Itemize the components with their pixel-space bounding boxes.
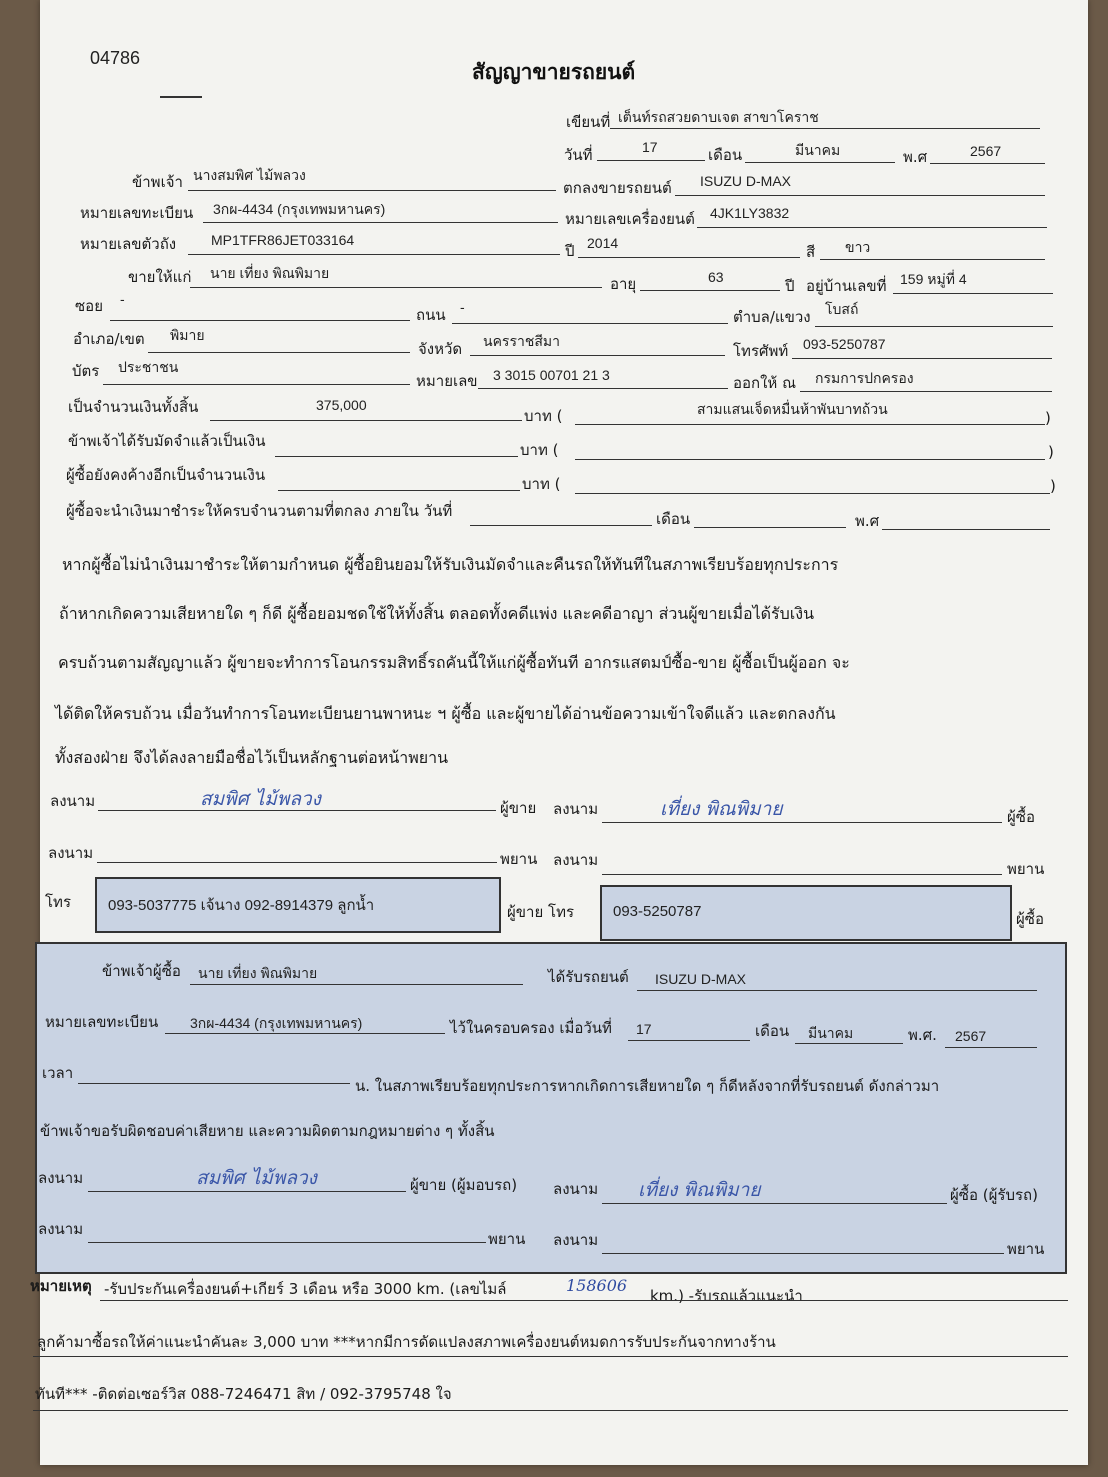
date-month-label: เดือน <box>708 146 743 164</box>
witness2-role: พยาน <box>1007 860 1045 878</box>
remaining-label: ผู้ซื้อยังคงค้างอีกเป็นจำนวนเงิน <box>66 466 266 484</box>
remaining-close-paren: ) <box>1050 477 1056 495</box>
issued-by-line <box>800 391 1052 392</box>
engine-line <box>697 227 1047 228</box>
due-year-label: พ.ศ <box>855 512 880 530</box>
time-text: น. ในสภาพเรียบร้อยทุกประการหากเกิดการเสียหายใด ๆ ก็ดีหลังจากที่รับรถยนต์ ดังกล่าวมา <box>355 1077 940 1095</box>
car-model: ISUZU D-MAX <box>700 173 791 189</box>
subdistrict-line <box>815 326 1053 327</box>
possession-label: ไว้ในครอบครอง เมื่อวันที่ <box>450 1019 612 1037</box>
receipt-seller-signature: สมพิศ ไม้พลวง <box>196 1167 317 1189</box>
receipt-buyer-role: ผู้ซื้อ (ผู้รับรถ) <box>950 1186 1038 1204</box>
liability-text: ข้าพเจ้าขอรับผิดชอบค่าเสียหาย และความผิดตามกฎหมายต่าง ๆ ทั้งสิ้น <box>40 1122 495 1140</box>
total-label: เป็นจำนวนเงินทั้งสิ้น <box>68 398 199 416</box>
total-close-paren: ) <box>1045 409 1051 427</box>
possession-month-line <box>795 1043 903 1044</box>
deposit-label: ข้าพเจ้าได้รับมัดจำแล้วเป็นเงิน <box>68 432 266 450</box>
seller-sign-label: ลงนาม <box>50 792 96 810</box>
notes-line-2: ลูกค้ามาซื้อรถให้ค่าแนะนำคันละ 3,000 บาท ***หากมีการดัดแปลงสภาพเครื่องยนต์หมดการรับประกันจากทางร้าน <box>37 1333 776 1351</box>
buyer-name-line <box>190 287 602 288</box>
notes-mileage: 158606 <box>566 1276 628 1295</box>
receipt-buyer-label: ข้าพเจ้าผู้ซื้อ <box>102 962 181 980</box>
total-amount: 375,000 <box>316 397 367 413</box>
notes-line-2-rule <box>33 1356 1068 1357</box>
seller-signature: สมพิศ ไม้พลวง <box>200 788 321 810</box>
district-line <box>148 352 410 353</box>
card-no-line <box>478 388 728 389</box>
receipt-buyer-sign-line <box>602 1203 947 1204</box>
color-line <box>820 259 1045 260</box>
witness2-sign-line <box>602 874 1002 875</box>
date-year-line <box>930 163 1045 164</box>
reg-label: หมายเลขทะเบียน <box>80 204 194 222</box>
seller-name-line <box>188 190 556 191</box>
written-at-label: เขียนที่ <box>566 113 611 131</box>
terms-line-5: ทั้งสองฝ่าย จึงได้ลงลายมือชื่อไว้เป็นหลักฐานต่อหน้าพยาน <box>55 748 449 767</box>
received-car-line <box>637 990 1037 991</box>
deposit-line <box>275 456 518 457</box>
years-label: ปี <box>785 277 795 295</box>
seller-role: ผู้ขาย <box>500 799 537 817</box>
date-year-label: พ.ศ <box>903 148 928 166</box>
issued-by-label: ออกให้ ณ <box>733 374 796 392</box>
date-day-line <box>597 160 705 161</box>
seller-phones: 093-5037775 เจ้นาง 092-8914379 ลูกน้ำ <box>108 897 375 914</box>
possession-year-line <box>945 1047 1037 1048</box>
buyer-signature: เที่ยง พิณพิมาย <box>660 798 783 820</box>
receipt-buyer-line <box>190 984 523 985</box>
date-label: วันที่ <box>564 146 593 164</box>
notes-line-1b: km.) -รับรถแล้วแนะนำ <box>650 1287 803 1305</box>
reg-line <box>203 222 558 223</box>
reg-value: 3กผ-4434 (กรุงเทพมหานคร) <box>213 201 386 217</box>
written-at-line <box>610 128 1040 129</box>
card-line <box>103 384 410 385</box>
chassis-label: หมายเลขตัวถัง <box>80 235 177 253</box>
address-line <box>893 293 1053 294</box>
car-model-line <box>675 195 1045 196</box>
age-line <box>640 290 780 291</box>
total-baht-label: บาท ( <box>524 407 563 425</box>
document-number: 04786 <box>90 48 141 68</box>
buyer-phone: 093-5250787 <box>613 903 702 920</box>
road-label: ถนน <box>416 306 446 324</box>
soi-value: - <box>120 291 125 307</box>
color-label: สี <box>806 243 816 261</box>
sell-to-label: ขายให้แก่ <box>128 268 192 286</box>
seller-sign-line <box>98 810 496 811</box>
receipt-buyer-sign-label: ลงนาม <box>553 1180 599 1198</box>
deposit-words-line <box>575 459 1045 460</box>
remaining-words-line <box>575 493 1050 494</box>
seller-label: ข้าพเจ้า <box>132 173 183 191</box>
year-value: 2014 <box>587 235 619 251</box>
address-label: อยู่บ้านเลขที่ <box>806 277 887 295</box>
receipt-witness2-line <box>602 1253 1004 1254</box>
chassis-value: MP1TFR86JET033164 <box>211 232 355 248</box>
terms-line-4: ได้ติดให้ครบถ้วน เมื่อวันทำการโอนทะเบียนยานพาหนะ ฯ ผู้ซื้อ และผู้ขายได้อ่านข้อความเข้าใจดีแล้ว และตกลงกัน <box>55 704 836 723</box>
year-label: ปี <box>565 242 575 260</box>
date-month-line <box>745 162 895 163</box>
time-line <box>78 1083 350 1084</box>
age-value: 63 <box>708 269 724 285</box>
total-words: สามแสนเจ็ดหมื่นห้าพันบาทถ้วน <box>697 401 888 417</box>
engine-value: 4JK1LY3832 <box>710 205 790 221</box>
issued-by-value: กรมการปกครอง <box>815 370 914 386</box>
buyer-name: นาย เที่ยง พิณพิมาย <box>210 265 330 281</box>
possession-month-label: เดือน <box>755 1022 790 1040</box>
date-day: 17 <box>642 139 658 155</box>
seller-phone-label: โทร <box>45 893 72 911</box>
card-no-label: หมายเลข <box>416 372 478 390</box>
witness1-sign-label: ลงนาม <box>48 844 94 862</box>
year-line <box>578 257 800 258</box>
card-value: ประชาชน <box>118 359 179 375</box>
phone-line <box>792 358 1052 359</box>
province-label: จังหวัด <box>418 340 463 358</box>
receipt-seller-role: ผู้ขาย (ผู้มอบรถ) <box>410 1176 518 1194</box>
page-title: สัญญาขายรถยนต์ <box>472 60 636 84</box>
subdistrict-value: โบสถ์ <box>825 301 859 317</box>
date-year: 2567 <box>970 143 1002 159</box>
total-line <box>210 420 522 421</box>
notes-line-1-rule <box>100 1300 1068 1301</box>
receipt-seller-sign-line <box>88 1191 406 1192</box>
remaining-baht-label: บาท ( <box>522 475 561 493</box>
due-day-line <box>470 525 652 526</box>
engine-label: หมายเลขเครื่องยนต์ <box>565 210 695 228</box>
received-car-label: ได้รับรถยนต์ <box>548 968 629 986</box>
card-label: บัตร <box>72 362 100 380</box>
age-label: อายุ <box>610 275 637 293</box>
phone-label: โทรศัพท์ <box>733 342 789 360</box>
seller-name: นางสมพิศ ไม้พลวง <box>193 167 306 183</box>
chassis-line <box>188 254 560 255</box>
buyer-phone-role: ผู้ซื้อ <box>1016 910 1044 928</box>
receipt-buyer-signature: เที่ยง พิณพิมาย <box>638 1179 761 1201</box>
receipt-witness1-line <box>88 1242 486 1243</box>
receipt-witness1-role: พยาน <box>488 1230 526 1248</box>
color-value: ขาว <box>845 239 871 255</box>
docno-underline <box>160 96 202 98</box>
possession-year: 2567 <box>955 1028 987 1044</box>
district-value: พิมาย <box>170 327 205 343</box>
witness1-role: พยาน <box>500 850 538 868</box>
phone-value: 093-5250787 <box>803 336 886 352</box>
notes-label: หมายเหตุ <box>30 1277 92 1295</box>
receipt-section <box>35 942 1067 1274</box>
receipt-reg-label: หมายเลขทะเบียน <box>45 1013 159 1031</box>
province-line <box>470 355 725 356</box>
seller-phone-role: ผู้ขาย โทร <box>507 903 575 921</box>
total-words-line <box>575 424 1045 425</box>
soi-line <box>110 320 410 321</box>
deposit-baht-label: บาท ( <box>520 441 559 459</box>
received-car: ISUZU D-MAX <box>655 971 746 987</box>
terms-line-1: หากผู้ซื้อไม่นำเงินมาชำระให้ตามกำหนด ผู้ซื้อยินยอมให้รับเงินมัดจำและคืนรถให้ทันทีในสภาพเรียบร้อยทุกประการ <box>62 555 839 574</box>
possession-day-line <box>628 1040 750 1041</box>
notes-line-3: ทันที*** -ติดต่อเซอร์วิส 088-7246471 สิท / 092-3795748 ใจ <box>35 1385 452 1403</box>
card-no-value: 3 3015 00701 21 3 <box>493 367 610 383</box>
witness2-sign-label: ลงนาม <box>553 851 599 869</box>
deposit-close-paren: ) <box>1048 443 1054 461</box>
time-label: เวลา <box>42 1064 74 1082</box>
date-month: มีนาคม <box>795 142 841 158</box>
agree-sell-label: ตกลงขายรถยนต์ <box>563 179 672 197</box>
receipt-reg-line <box>165 1033 445 1034</box>
remaining-line <box>278 490 520 491</box>
possession-year-label: พ.ศ. <box>908 1026 937 1044</box>
due-year-line <box>882 529 1050 530</box>
receipt-reg: 3กผ-4434 (กรุงเทพมหานคร) <box>190 1015 363 1031</box>
district-label: อำเภอ/เขต <box>73 330 145 348</box>
possession-day: 17 <box>636 1021 652 1037</box>
buyer-sign-label: ลงนาม <box>553 800 599 818</box>
road-value: - <box>460 299 465 315</box>
terms-line-2: ถ้าหากเกิดความเสียหายใด ๆ ก็ดี ผู้ซื้อยอมชดใช้ให้ทั้งสิ้น ตลอดทั้งคดีแพ่ง และคดีอาญา ส่วนผู้ขายเมื่อได้รับเงิน <box>59 604 815 623</box>
receipt-witness2-role: พยาน <box>1007 1240 1045 1258</box>
written-at-value: เต็นท์รถสวยดาบเจต สาขาโคราช <box>618 109 819 125</box>
due-month-label: เดือน <box>656 510 691 528</box>
receipt-witness1-label: ลงนาม <box>38 1220 84 1238</box>
subdistrict-label: ตำบล/แขวง <box>733 308 811 326</box>
terms-line-3: ครบถ้วนตามสัญญาแล้ว ผู้ขายจะทำการโอนกรรมสิทธิ์รถคันนี้ให้แก่ผู้ซื้อทันที อากรแสตมป์ซื้อ-ขาย ผู้ซื้อเป็นผู้ออก จะ <box>58 653 850 672</box>
due-month-line <box>694 527 846 528</box>
notes-line-1a: -รับประกันเครื่องยนต์+เกียร์ 3 เดือน หรือ 3000 km. (เลขไมล์ <box>104 1280 507 1298</box>
witness1-sign-line <box>97 862 497 863</box>
road-line <box>452 323 728 324</box>
buyer-role: ผู้ซื้อ <box>1007 808 1035 826</box>
possession-month: มีนาคม <box>808 1025 854 1041</box>
province-value: นครราชสีมา <box>483 333 560 349</box>
receipt-buyer-name: นาย เที่ยง พิณพิมาย <box>198 965 318 981</box>
receipt-seller-sign-label: ลงนาม <box>38 1169 84 1187</box>
soi-label: ซอย <box>75 297 103 315</box>
receipt-witness2-label: ลงนาม <box>553 1231 599 1249</box>
buyer-sign-line <box>602 822 1002 823</box>
notes-line-3-rule <box>33 1410 1068 1411</box>
address-value: 159 หมู่ที่ 4 <box>900 271 967 287</box>
due-label: ผู้ซื้อจะนำเงินมาชำระให้ครบจำนวนตามที่ตกลง ภายใน วันที่ <box>66 502 453 520</box>
